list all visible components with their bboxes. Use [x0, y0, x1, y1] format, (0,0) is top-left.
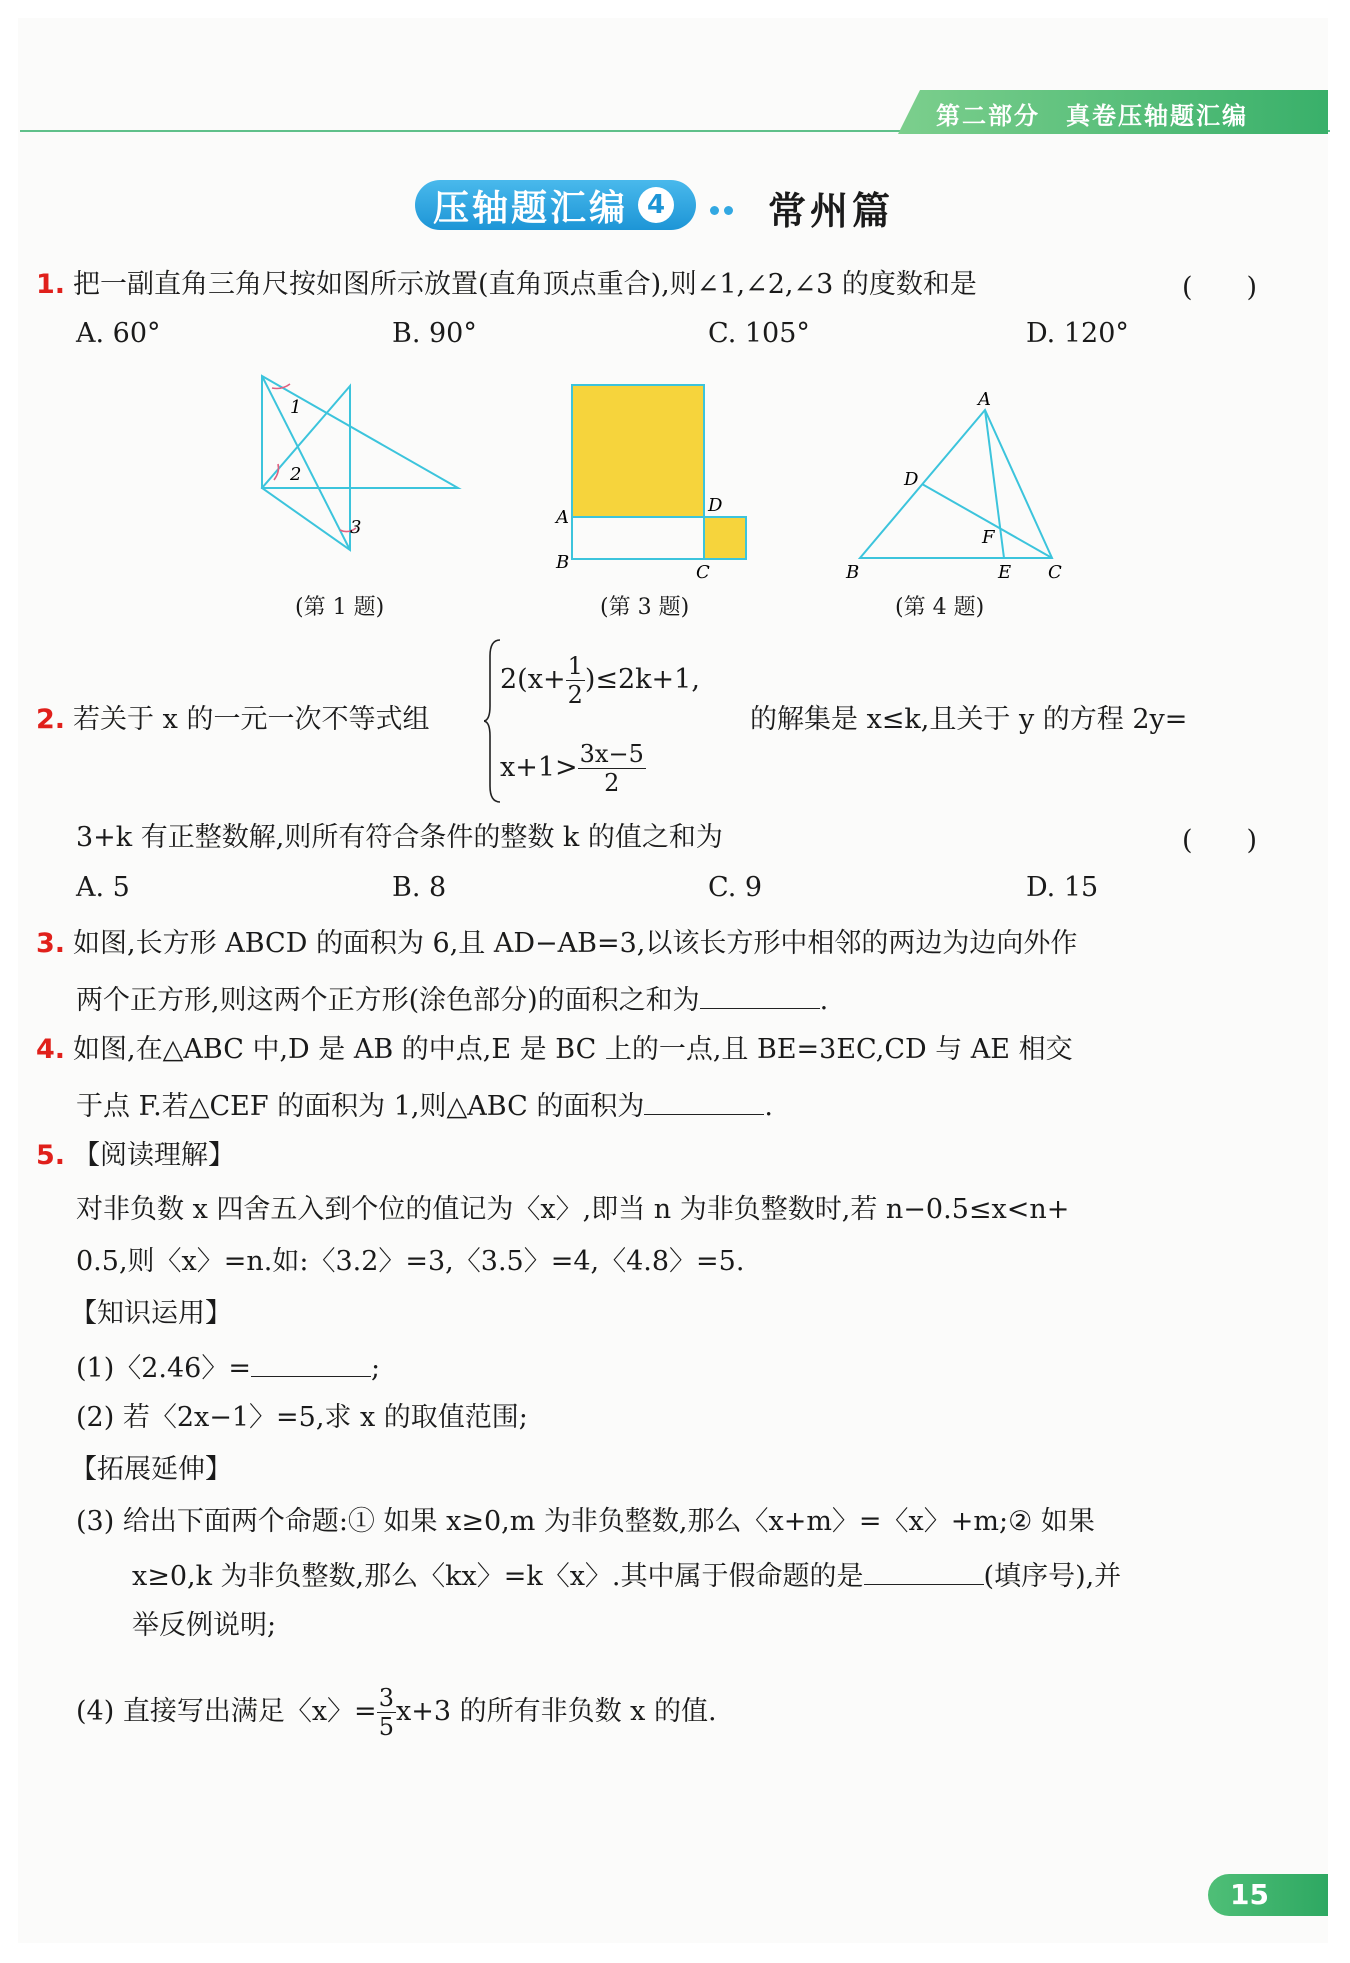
answer-paren: ( ): [1182, 825, 1258, 856]
question-number: 2.: [36, 704, 66, 735]
fig4-label-e: E: [998, 562, 1012, 583]
part-4-numerator: 3: [378, 1684, 394, 1712]
part-4-denominator: 5: [378, 1713, 394, 1741]
question-2-text-c: 3+k 有正整数解,则所有符合条件的整数 k 的值之和为: [76, 822, 723, 853]
tag-apply: 【知识运用】: [70, 1298, 232, 1329]
question-text: 如图,在△ABC 中,D 是 AB 的中点,E 是 BC 上的一点,且 BE=3EC,CD 与 AE 相交: [73, 1034, 1073, 1065]
question-4-line-2: [76, 1084, 773, 1127]
question-4: [36, 1030, 1073, 1070]
header-part: 第二部分: [936, 102, 1040, 130]
part-1-end: ;: [371, 1353, 381, 1384]
tag-reading: 【阅读理解】: [73, 1140, 236, 1171]
option-b: B. 90°: [392, 318, 477, 349]
part-3-line-1: (3) 给出下面两个命题:① 如果 x≥0,m 为非负整数,那么〈x+m〉=〈x〉+m;② 如果: [76, 1506, 1095, 1537]
figure-3-squares: [548, 375, 758, 580]
figure-1-triangles: [250, 368, 470, 583]
part-3-text-2: x≥0,k 为非负整数,那么〈kx〉=k〈x〉.其中属于假命题的是: [132, 1561, 864, 1592]
question-3-end: .: [819, 985, 829, 1016]
question-text: 把一副直角三角尺按如图所示放置(直角顶点重合),则∠1,∠2,∠3 的度数和是: [73, 269, 977, 300]
answer-blank[interactable]: [644, 1084, 764, 1115]
option-a: A. 60°: [76, 318, 161, 349]
fig1-label-2: 2: [290, 464, 302, 485]
sys2-part-a: x+1>: [500, 752, 578, 783]
part-1: [76, 1346, 380, 1389]
header-section: 真卷压轴题汇编: [1066, 102, 1248, 130]
fig3-label-d: D: [708, 495, 723, 516]
sys1-denominator: 2: [567, 681, 583, 709]
question-2: [36, 700, 429, 740]
question-1: [36, 265, 977, 305]
part-4-text-b: x+3 的所有非负数 x 的值.: [395, 1696, 717, 1727]
answer-blank[interactable]: [251, 1346, 371, 1377]
page-number: 15: [1230, 1878, 1269, 1911]
question-text: 如图,长方形 ABCD 的面积为 6,且 AD−AB=3,以该长方形中相邻的两边为边向外作: [73, 928, 1078, 959]
sys1-numerator: 1: [567, 652, 583, 680]
figure-4-caption: (第 4 题): [895, 595, 985, 620]
answer-paren: ( ): [1182, 272, 1258, 303]
fig4-label-f: F: [982, 527, 995, 548]
title-dots: [710, 200, 738, 219]
question-number: 4.: [36, 1034, 66, 1065]
fig3-label-a: A: [556, 507, 569, 528]
figure-1-caption: (第 1 题): [295, 595, 385, 620]
reading-line-2: 0.5,则〈x〉=n.如:〈3.2〉=3,〈3.5〉=4,〈4.8〉=5.: [76, 1246, 745, 1277]
question-number: 5.: [36, 1140, 66, 1171]
title-number-badge: 4: [638, 187, 674, 223]
question-3-line-2: [76, 978, 828, 1021]
question-number: 3.: [36, 928, 66, 959]
part-4-text-a: (4) 直接写出满足〈x〉=: [76, 1696, 377, 1727]
option-c: C. 9: [708, 872, 763, 903]
part-3-end: (填序号),并: [983, 1561, 1122, 1592]
page-title: 压轴题汇编: [433, 186, 629, 229]
title-pill: [415, 180, 696, 230]
system-line-2: [500, 740, 646, 797]
part-3-line-2: [132, 1554, 1121, 1597]
question-text: 若关于 x 的一元一次不等式组: [73, 704, 430, 735]
sys1-part-b: )≤2k+1,: [584, 664, 700, 695]
fig4-label-a: A: [978, 389, 991, 410]
sys2-numerator: 3x−5: [579, 740, 644, 768]
reading-line-1: 对非负数 x 四舍五入到个位的值记为〈x〉,即当 n 为非负整数时,若 n−0.5≤x<n+: [76, 1194, 1070, 1225]
option-d: D. 15: [1026, 872, 1099, 903]
sys2-denominator: 2: [604, 769, 620, 797]
page-number-tab: [1208, 1874, 1328, 1916]
fig3-label-c: C: [696, 562, 710, 580]
tag-extend: 【拓展延伸】: [70, 1454, 232, 1485]
question-3-text-2: 两个正方形,则这两个正方形(涂色部分)的面积之和为: [76, 985, 700, 1016]
question-4-end: .: [764, 1091, 773, 1122]
sys1-fraction: [566, 652, 585, 709]
question-number: 1.: [36, 269, 66, 300]
option-c: C. 105°: [708, 318, 810, 349]
title-city: 常州篇: [768, 188, 895, 233]
part-1-text: (1)〈2.46〉=: [76, 1353, 251, 1384]
option-b: B. 8: [392, 872, 447, 903]
part-4: [76, 1684, 717, 1741]
part-2: (2) 若〈2x−1〉=5,求 x 的取值范围;: [76, 1402, 528, 1433]
answer-blank[interactable]: [864, 1554, 984, 1585]
question-3: [36, 924, 1077, 964]
part-4-fraction: [377, 1684, 396, 1741]
fig1-label-1: 1: [290, 397, 302, 418]
question-2-text-b: 的解集是 x≤k,且关于 y 的方程 2y=: [750, 704, 1188, 735]
fig4-label-d: D: [904, 469, 919, 490]
fig1-label-3: 3: [350, 517, 362, 538]
figure-3-caption: (第 3 题): [600, 595, 690, 620]
fig3-label-b: B: [556, 552, 570, 573]
question-5: [36, 1136, 235, 1176]
sys1-part-a: 2(x+: [500, 664, 566, 695]
fig4-label-b: B: [846, 562, 860, 583]
sys2-fraction: [578, 740, 646, 797]
fig4-label-c: C: [1048, 562, 1062, 583]
answer-blank[interactable]: [700, 978, 820, 1009]
option-d: D. 120°: [1026, 318, 1129, 349]
part-3-line-3: 举反例说明;: [132, 1610, 277, 1641]
system-line-1: [500, 652, 700, 709]
question-4-text-2: 于点 F.若△CEF 的面积为 1,则△ABC 的面积为: [76, 1091, 645, 1122]
header-label: [936, 96, 1274, 131]
figure-4-triangle: [840, 385, 1070, 585]
option-a: A. 5: [76, 872, 130, 903]
